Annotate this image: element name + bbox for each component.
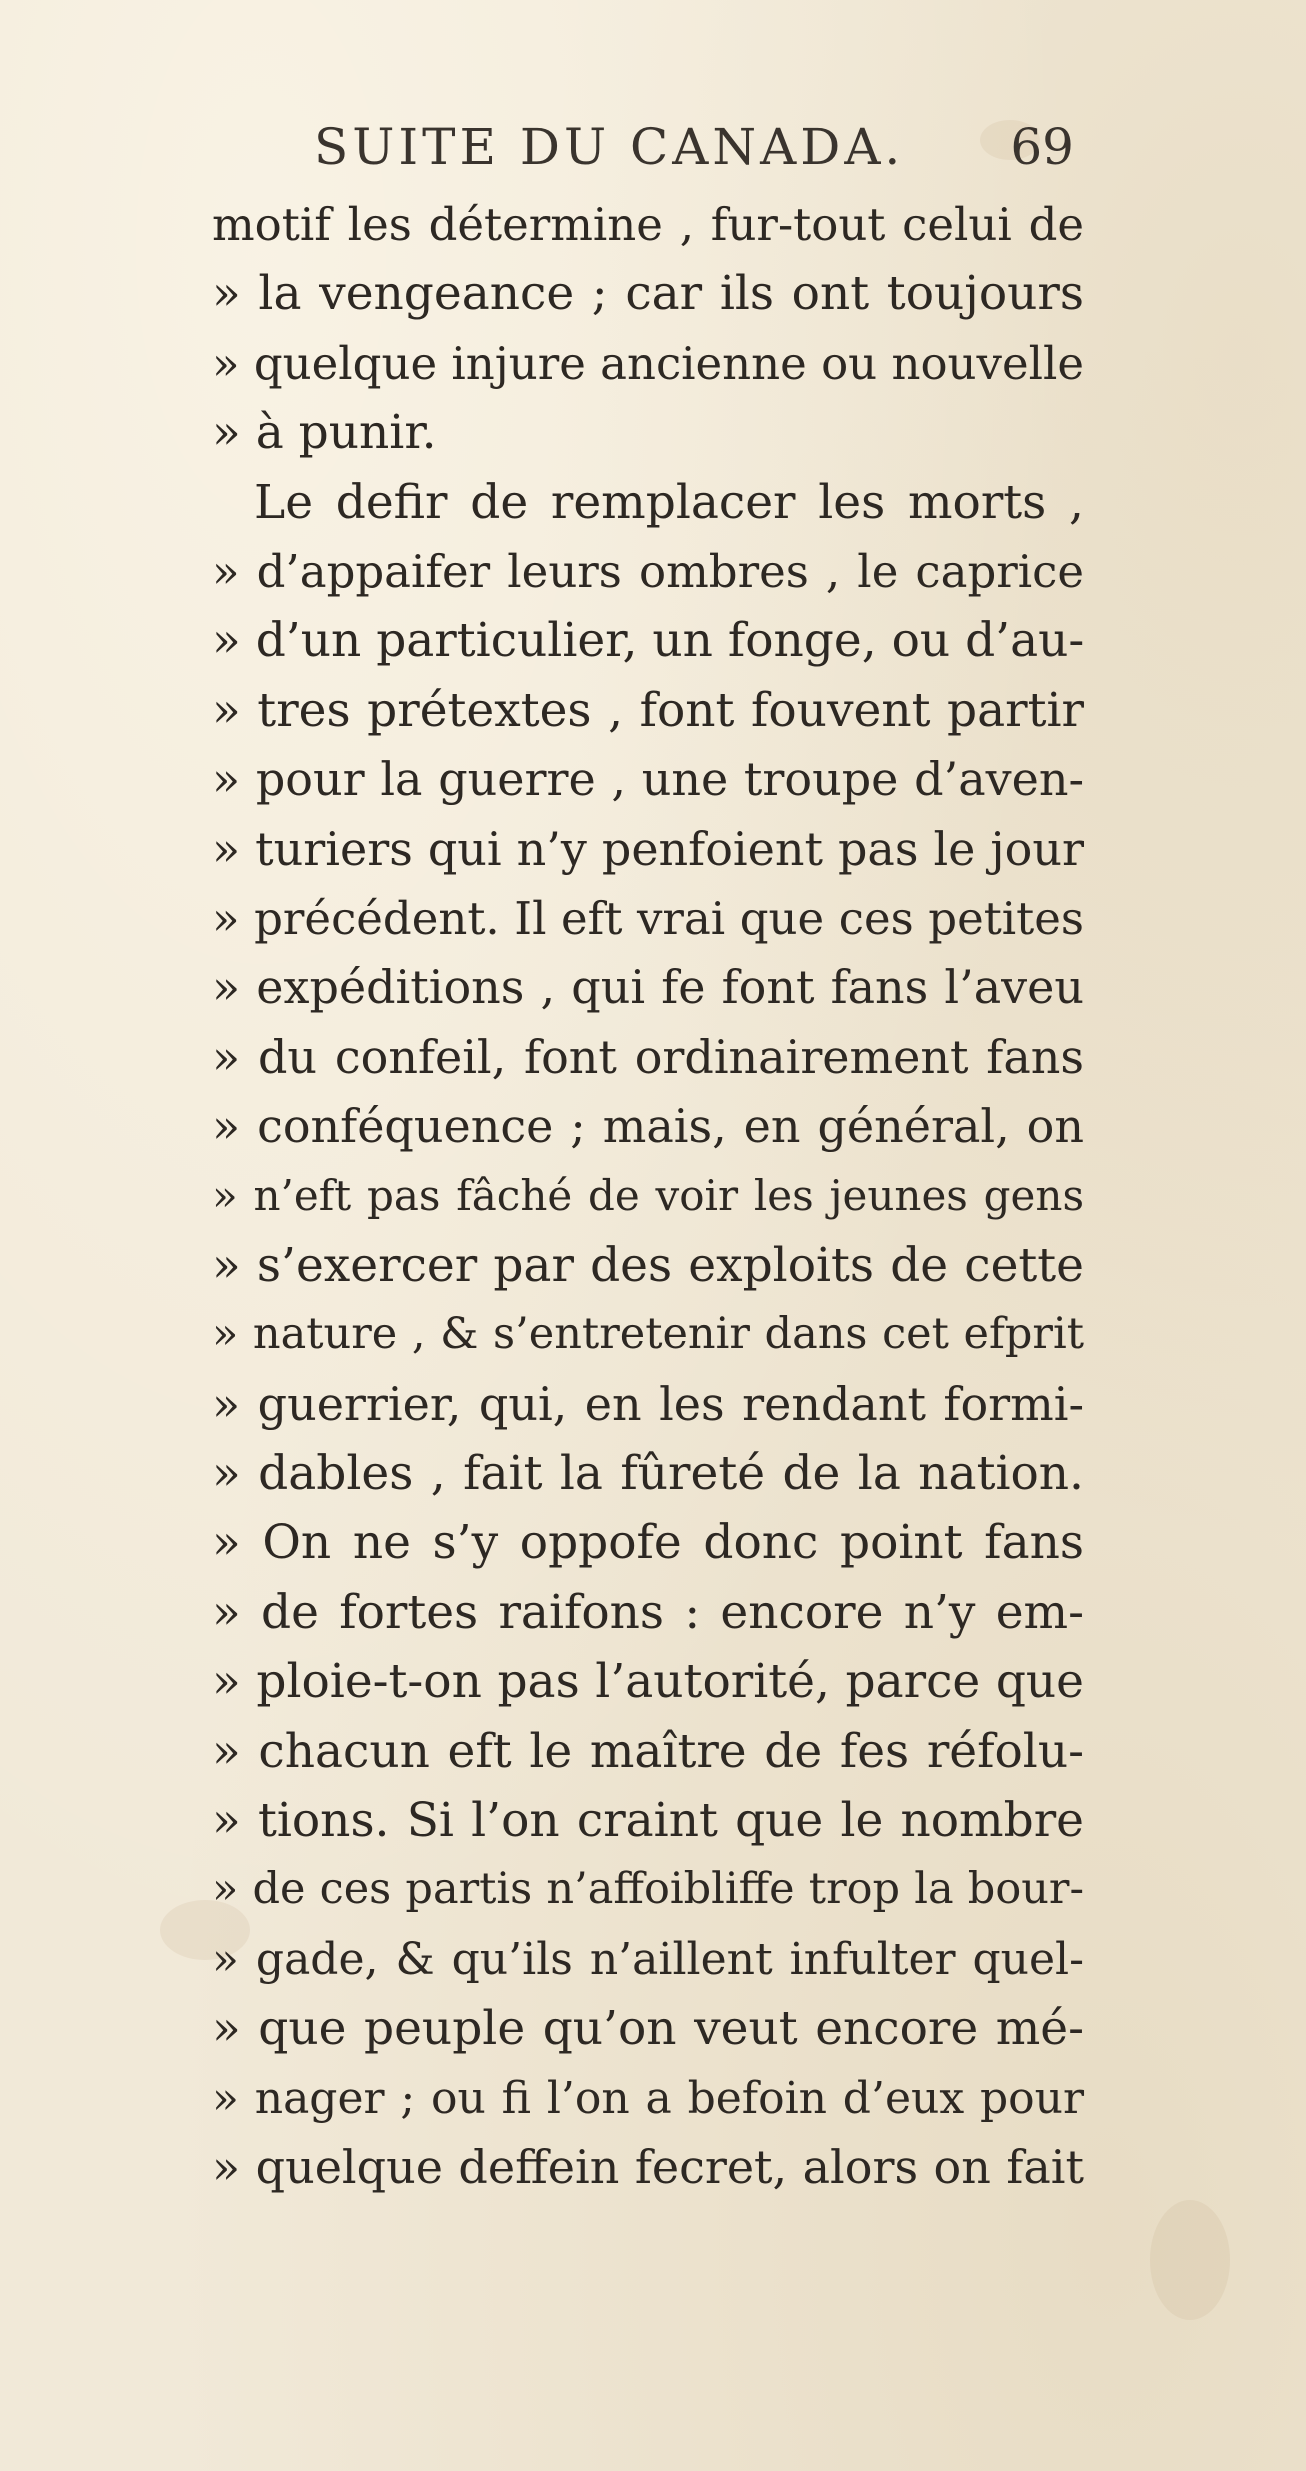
text-line: » chacun eft le maître de fes réfolu- xyxy=(212,1723,1084,1779)
text-line: » pour la guerre , une troupe d’aven- xyxy=(212,752,1084,807)
page-number: 69 xyxy=(1010,118,1074,176)
paragraph-first-line: Le defir de remplacer les morts , xyxy=(254,474,1084,530)
text-line: » d’un particulier, un fonge, ou d’au- xyxy=(212,613,1085,669)
text-line: » du confeil, font ordinairement fans xyxy=(212,1029,1084,1084)
text-line: » précédent. Il eft vrai que ces petites xyxy=(212,891,1084,945)
text-line: » s’exercer par des exploits de cette xyxy=(212,1237,1084,1293)
text-line: » gade, & qu’ils n’aillent infulter quel- xyxy=(212,1933,1084,1985)
text-line: » conféquence ; mais, en général, on xyxy=(212,1099,1084,1154)
text-line: » à punir. xyxy=(212,405,437,461)
text-line: » tres prétextes , font fouvent partir xyxy=(212,682,1084,738)
text-line: » guerrier, qui, en les rendant formi- xyxy=(212,1376,1084,1431)
page-header xyxy=(314,118,1074,188)
text-line: » dables , fait la fûreté de la nation. xyxy=(212,1446,1084,1502)
text-line: » nature , & s’entretenir dans cet efprit xyxy=(212,1309,1084,1360)
text-line: » que peuple qu’on veut encore mé- xyxy=(212,2001,1084,2057)
text-line: » turiers qui n’y penfoient pas le jour xyxy=(212,821,1084,876)
text-line: » quelque deffein fecret, alors on fait xyxy=(212,2139,1084,2194)
text-line: » nager ; ou fi l’on a befoin d’eux pour xyxy=(212,2072,1084,2124)
text-line: » ploie-t-on pas l’autorité, parce que xyxy=(212,1654,1084,1710)
text-line: » expéditions , qui fe font fans l’aveu xyxy=(212,960,1084,1015)
text-line: » tions. Si l’on craint que le nombre xyxy=(212,1792,1084,1848)
paper-stain xyxy=(1150,2200,1230,2320)
text-line: » quelque injure ancienne ou nouvelle xyxy=(212,336,1084,390)
text-line: » la vengeance ; car ils ont toujours xyxy=(212,266,1084,322)
body-text xyxy=(212,190,1084,2202)
text-line: » d’appaifer leurs ombres , le caprice xyxy=(212,544,1084,598)
text-line: » de fortes raifons : encore n’y em- xyxy=(212,1584,1084,1640)
running-head: SUITE DU CANADA. xyxy=(314,118,905,176)
text-line: motif les détermine , fur-tout celui de xyxy=(212,198,1084,251)
text-line: » n’eft pas fâché de voir les jeunes gens xyxy=(212,1171,1084,1221)
text-line: » On ne s’y oppofe donc point fans xyxy=(212,1515,1084,1571)
text-line: » de ces partis n’affoibliffe trop la bour- xyxy=(212,1864,1084,1915)
